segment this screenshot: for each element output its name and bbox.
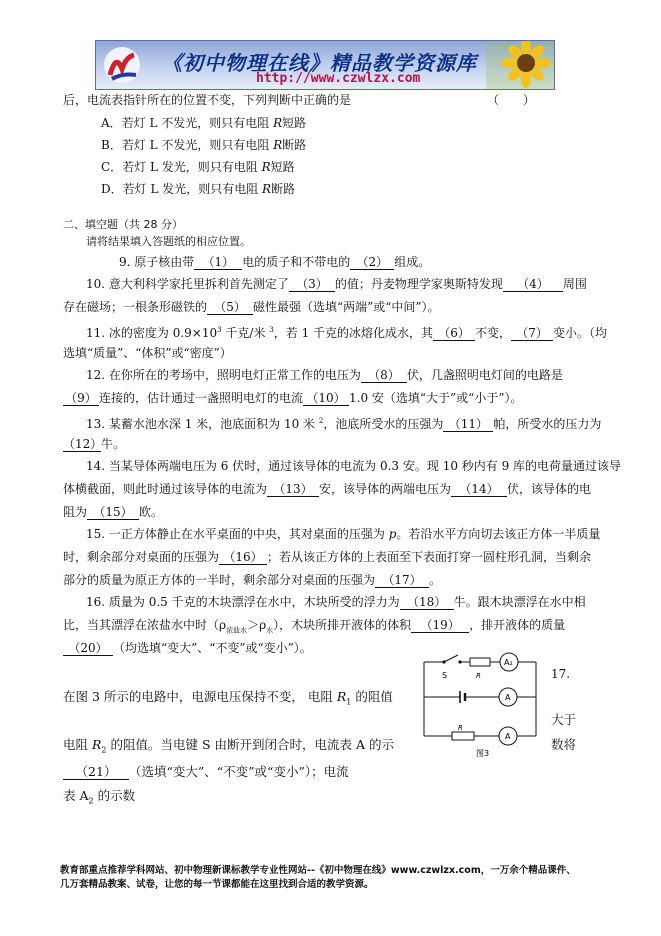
question-10-line1 bbox=[86, 276, 587, 292]
section-heading: 二、填空题（共 28 分） bbox=[63, 218, 183, 231]
blank-16[interactable]: （16） bbox=[219, 550, 267, 565]
header-banner bbox=[95, 40, 555, 90]
blank-12[interactable]: （12） bbox=[63, 437, 103, 451]
q17-text: 的阻值。当电键 S 由断开到闭合时，电流表 A 的示 bbox=[106, 737, 394, 752]
q13-text: 牛。 bbox=[101, 437, 126, 451]
q13-text: 13. 某蓄水池水深 1 米，池底面积为 10 米 bbox=[86, 417, 319, 431]
question-15-line2 bbox=[63, 549, 591, 565]
q8-answer-paren: （ ） bbox=[487, 93, 536, 107]
blank-6[interactable]: （6） bbox=[433, 326, 475, 341]
blank-19[interactable]: （19） bbox=[411, 618, 469, 633]
option-end: 断路 bbox=[271, 182, 296, 196]
option-text: 若灯 L 发光，则只有电阻 bbox=[122, 182, 263, 196]
q10-text: 磁性最强（选填“两端”或“中间”）。 bbox=[253, 300, 440, 314]
option-end: 断路 bbox=[282, 138, 307, 152]
ammeter-a-label: A bbox=[505, 693, 511, 702]
blank-15[interactable]: （15） bbox=[87, 505, 139, 520]
q10-text: 的值；丹麦物理学家奥斯特发现 bbox=[334, 277, 503, 291]
option-end: 短路 bbox=[282, 116, 307, 130]
q9-text: 9. 原子核由带 bbox=[119, 255, 195, 269]
q17-var: R bbox=[336, 689, 347, 704]
option-var: R bbox=[273, 116, 283, 130]
q11-sup2: 3 bbox=[269, 326, 274, 334]
question-14-line3 bbox=[63, 504, 163, 520]
blank-1[interactable]: （1） bbox=[194, 255, 242, 270]
option-var: R bbox=[261, 160, 271, 174]
question-17-right1: 大于 bbox=[551, 712, 577, 727]
blank-5[interactable]: （5） bbox=[207, 300, 253, 315]
question-11-line1 bbox=[86, 322, 607, 341]
question-12-line2 bbox=[63, 390, 522, 406]
option-letter: D． bbox=[101, 182, 123, 196]
q17-text: 的阻值 bbox=[351, 689, 393, 704]
q8-stem bbox=[63, 92, 351, 108]
ammeter-a1-label: A bbox=[505, 732, 511, 741]
blank-18[interactable]: （18） bbox=[400, 595, 454, 610]
q11-text: 千克/米 bbox=[221, 326, 270, 340]
q17-text: 电阻 bbox=[63, 737, 92, 752]
blank-17[interactable]: （17） bbox=[375, 573, 429, 588]
question-16-line3 bbox=[63, 640, 312, 656]
q17-var: R bbox=[91, 737, 102, 752]
q10-text: 存在磁场；一根条形磁铁的 bbox=[63, 300, 208, 314]
option-letter: A． bbox=[101, 116, 122, 130]
blank-20[interactable]: （20） bbox=[63, 641, 113, 656]
q17-text: （选填“变大”、“不变”或“变小”）；电流 bbox=[129, 764, 349, 779]
q12-text: 连接的，估计通过一盏照明电灯的电流 bbox=[99, 391, 304, 405]
q8-stem-text: 后，电流表指针所在的位置不变，下列判断中正确的是 bbox=[63, 93, 352, 107]
q16-text: 比，当其漂浮在浓盐水中时（ρ bbox=[63, 618, 227, 632]
q16-text: 16. 质量为 0.5 千克的木块漂浮在水中，木块所受的浮力为 bbox=[86, 595, 400, 609]
q12-text: 伏，几盏照明电灯间的电路是 bbox=[406, 368, 563, 382]
q14-text: 欧。 bbox=[139, 505, 164, 519]
blank-3[interactable]: （3） bbox=[289, 277, 335, 292]
question-13-line1 bbox=[86, 413, 601, 432]
q17-sub: 2 bbox=[101, 745, 107, 755]
resistor-r-icon bbox=[470, 658, 490, 666]
figure-caption: 图3 bbox=[476, 749, 490, 758]
q16-text: ），木块所排开液体的体积 bbox=[273, 618, 412, 632]
blank-4[interactable]: （4） bbox=[503, 277, 563, 292]
blank-2[interactable]: （2） bbox=[350, 255, 394, 270]
question-17-line1 bbox=[63, 689, 393, 711]
q15-text: 。 bbox=[429, 573, 442, 587]
q13-text: 帕，所受水的压力为 bbox=[493, 417, 602, 431]
q16-text: （均选填“变大”、“不变”或“变小”）。 bbox=[113, 641, 312, 655]
option-text: 若灯 L 发光，则只有电阻 bbox=[122, 160, 262, 174]
q17-sub: 1 bbox=[346, 697, 352, 707]
question-17-right2: 数将 bbox=[551, 737, 577, 752]
q8-option-a bbox=[101, 115, 306, 131]
q17-text: 在图 3 所示的电路中，电源电压保持不变， 电阻 bbox=[63, 689, 337, 704]
sunflower-icon bbox=[486, 40, 555, 90]
q16-text: ，排开液体的质量 bbox=[469, 618, 566, 632]
q8-option-c bbox=[101, 159, 295, 175]
question-16-line2 bbox=[63, 617, 565, 638]
q15-var-p: p bbox=[388, 527, 397, 541]
q9-text: 电的质子和不带电的 bbox=[242, 255, 351, 269]
circuit-diagram-figure3 bbox=[418, 650, 546, 762]
q13-text: ，池底所受水的压强为 bbox=[323, 417, 444, 431]
resistor1-label: R bbox=[458, 724, 463, 732]
question-17-number: 17. bbox=[551, 667, 571, 681]
option-var: R bbox=[262, 182, 272, 196]
blank-10[interactable]: （10） bbox=[303, 391, 349, 406]
question-12-line1 bbox=[86, 367, 563, 383]
q16-sub: 水 bbox=[266, 626, 274, 635]
q12-text: 1.0 安（选填“大于”或“小于”）。 bbox=[349, 391, 523, 405]
option-text: 若灯 L 不发光，则只有电阻 bbox=[121, 138, 274, 152]
blank-8[interactable]: （8） bbox=[361, 368, 407, 383]
question-13-line2 bbox=[63, 436, 125, 452]
switch-label: S bbox=[442, 671, 448, 680]
q11-text: 11. 冰的密度为 0.9×10 bbox=[86, 326, 218, 340]
q10-text: 周围 bbox=[562, 277, 587, 291]
q17-sub: 2 bbox=[88, 796, 94, 806]
q17-text: 的示数 bbox=[93, 788, 136, 803]
q13-sup: 2 bbox=[318, 417, 324, 425]
q16-text: ＞ρ bbox=[247, 618, 267, 632]
site-logo-icon bbox=[102, 45, 142, 85]
q11-text: 不变， bbox=[475, 326, 512, 340]
question-15-line3 bbox=[63, 572, 441, 588]
section-instruction: 请将结果填入答题纸的相应位置。 bbox=[86, 235, 251, 248]
q12-text: 12. 在你所在的考场中，照明电灯正常工作的电压为 bbox=[86, 368, 361, 382]
q14-text: 安，该导体的两端电压为 bbox=[319, 482, 452, 496]
q16-sub: 浓盐水 bbox=[226, 626, 248, 635]
resistor-r1-icon bbox=[452, 732, 474, 740]
blank-13[interactable]: （13） bbox=[267, 482, 319, 497]
blank-21[interactable]: （21） bbox=[63, 765, 129, 780]
ammeter-a2-label: A₂ bbox=[504, 658, 513, 667]
option-var: R bbox=[273, 138, 283, 152]
option-letter: B． bbox=[101, 138, 122, 152]
question-14-line1: 14. 当某导体两端电压为 6 伏时，通过该导体的电流为 0.3 安。现 10 秒内有 9 库的电荷量通过该导 bbox=[86, 459, 622, 473]
q8-option-d bbox=[101, 181, 295, 197]
blank-14[interactable]: （14） bbox=[451, 482, 507, 497]
q15-text: 。若沿水平方向切去该正方体一半质量 bbox=[396, 527, 601, 541]
question-15-line1 bbox=[86, 526, 600, 542]
option-end: 短路 bbox=[270, 160, 295, 174]
blank-11[interactable]: （11） bbox=[443, 417, 493, 432]
blank-7[interactable]: （7） bbox=[511, 326, 553, 341]
q15-text: 部分的质量为原正方体的一半时，剩余部分对桌面的压强为 bbox=[63, 573, 376, 587]
q8-option-b bbox=[101, 137, 306, 153]
footer-line2: 几万套精品教案、试卷，让您的每一节课都能在这里找到合适的教学资源。 bbox=[60, 879, 374, 890]
question-14-line2 bbox=[63, 481, 591, 497]
q11-sup: 3 bbox=[217, 326, 222, 334]
q9-text: 组成。 bbox=[394, 255, 431, 269]
q15-text: 时，剩余部分对桌面的压强为 bbox=[63, 550, 220, 564]
question-17-line3 bbox=[63, 764, 349, 780]
q16-text: 牛。跟木块漂浮在水中相 bbox=[453, 595, 586, 609]
q11-text: 变小。（均 bbox=[553, 326, 608, 340]
q14-text: 体横截面，则此时通过该导体的电流为 bbox=[63, 482, 268, 496]
banner-url[interactable]: http://www.czwlzx.com bbox=[256, 71, 421, 86]
question-10-line2 bbox=[63, 299, 440, 315]
question-9 bbox=[119, 254, 430, 270]
q10-text: 10. 意大利科学家托里拆利首先测定了 bbox=[86, 277, 289, 291]
blank-9[interactable]: （9） bbox=[63, 391, 99, 406]
question-16-line1 bbox=[86, 594, 586, 610]
question-11-line2: 选填“质量”、“体积”或“密度”） bbox=[63, 346, 232, 360]
q17-text: 表 A bbox=[63, 788, 89, 803]
option-letter: C． bbox=[101, 160, 123, 174]
q14-text: 伏，该导体的电 bbox=[507, 482, 592, 496]
question-17-line4 bbox=[63, 788, 135, 810]
resistor-label: R bbox=[476, 672, 481, 680]
option-text: 若灯 L 不发光，则只有电阻 bbox=[121, 116, 274, 130]
q14-text: 阻为 bbox=[63, 505, 88, 519]
question-17-line2 bbox=[63, 737, 394, 759]
q15-text: ；若从该正方体的上表面至下表面打穿一圆柱形孔洞，当剩余 bbox=[267, 550, 592, 564]
footer-line1: 教育部重点推荐学科网站、初中物理新课标教学专业性网站--《初中物理在线》www.czwlzx.com，一万余个精品课件、 bbox=[60, 865, 576, 876]
banner-title: 《初中物理在线》精品教学资源库 bbox=[162, 51, 477, 75]
q15-text: 15. 一正方体静止在水平桌面的中央，其对桌面的压强为 bbox=[86, 527, 389, 541]
q11-text: ，若 1 千克的冰熔化成水，其 bbox=[273, 326, 434, 340]
